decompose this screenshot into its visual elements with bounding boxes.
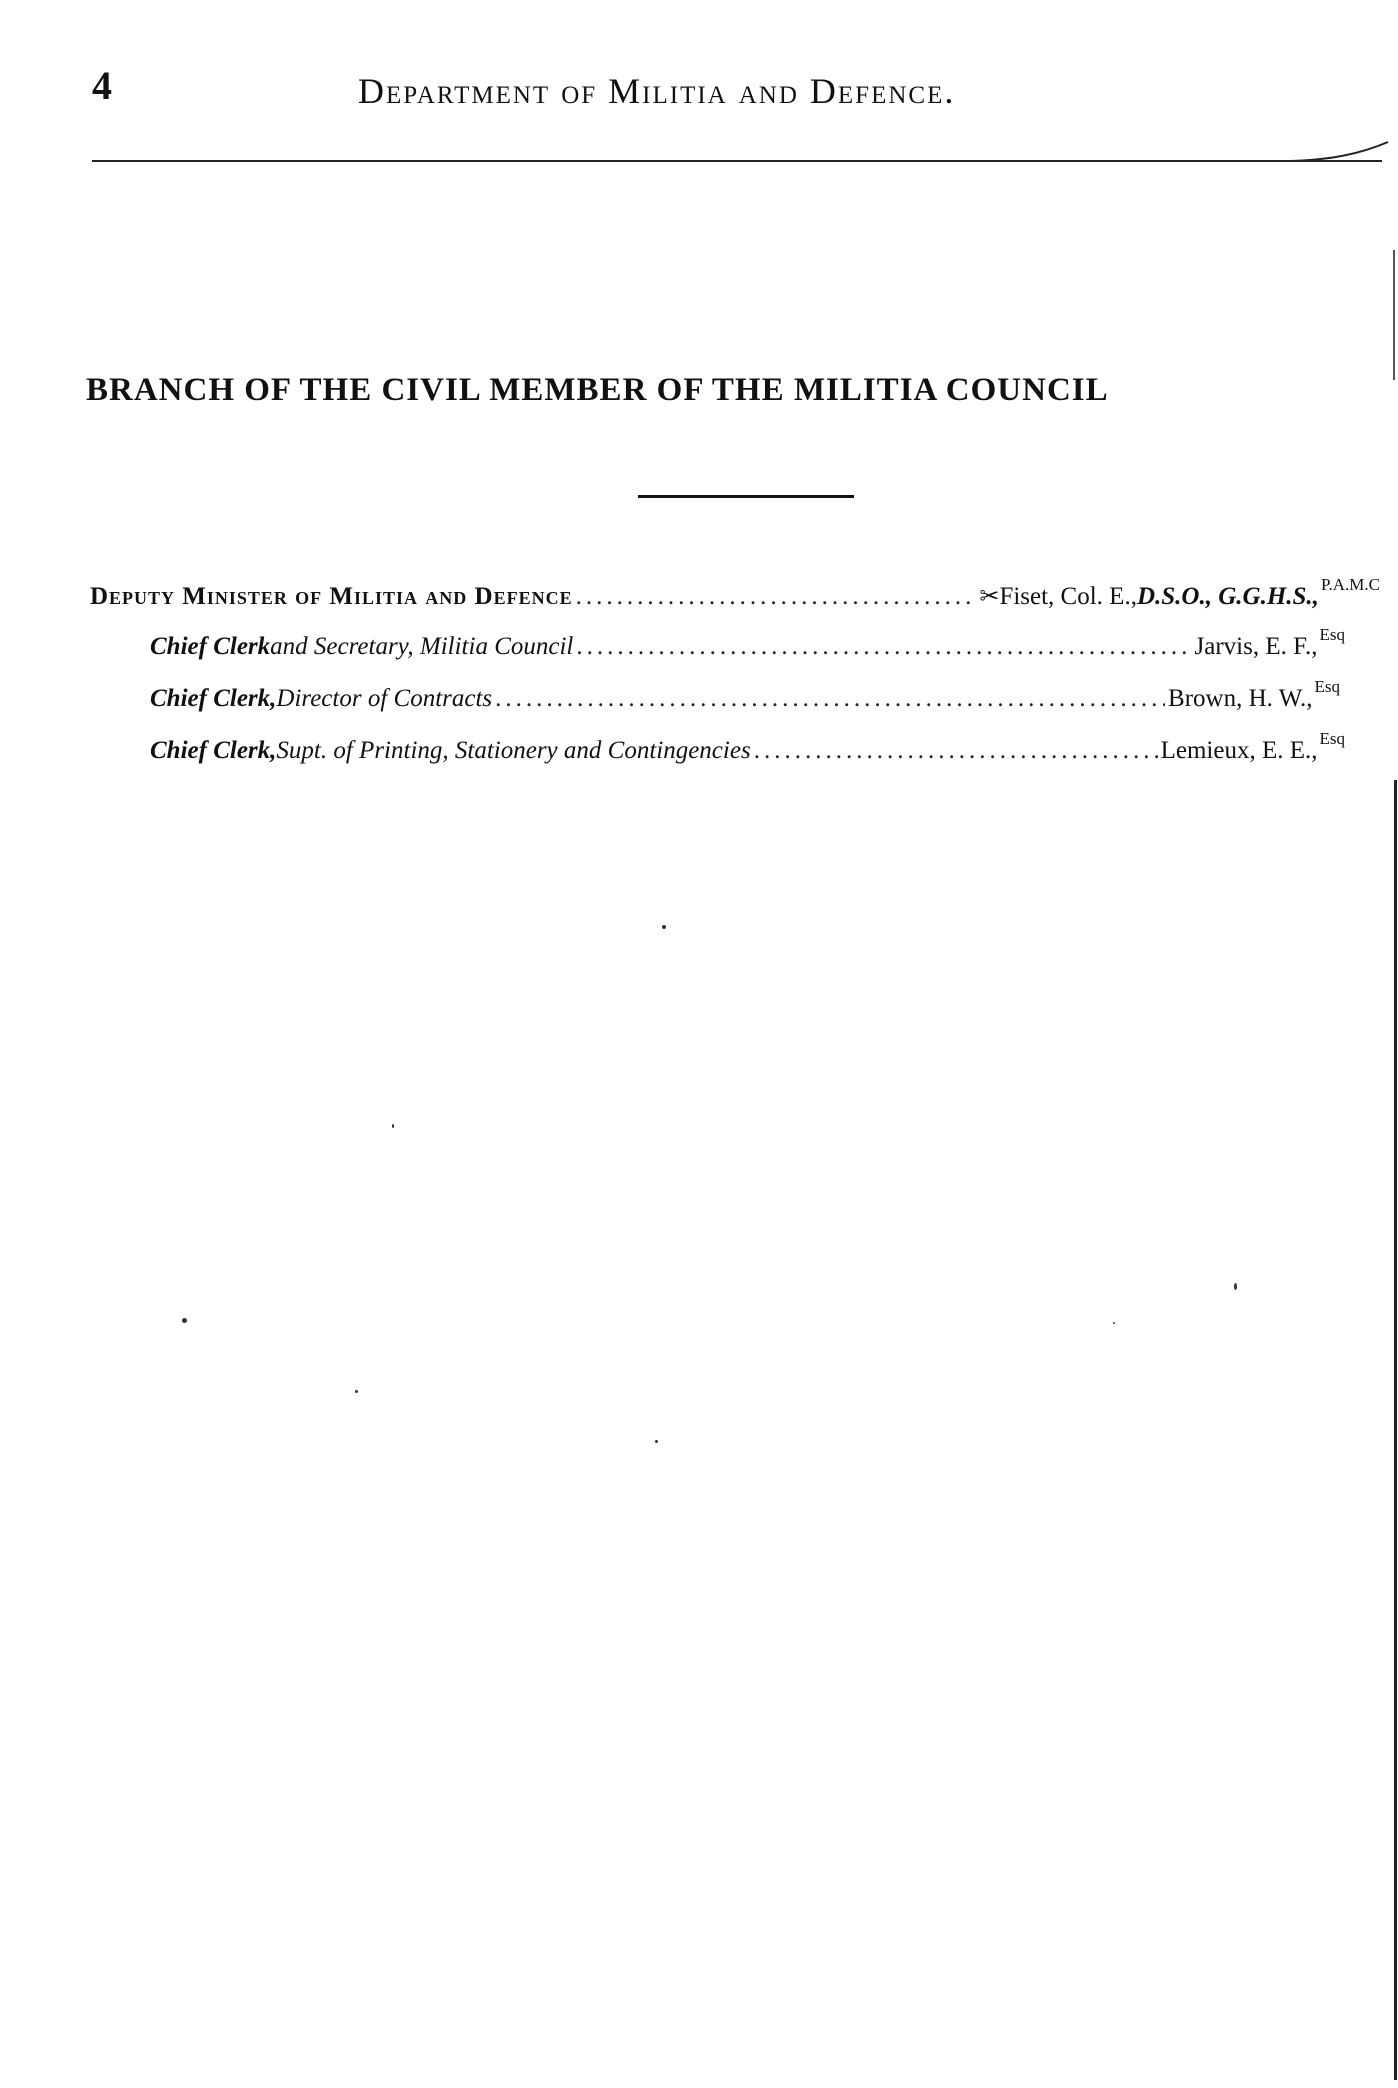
entry-title-bold: Chief Clerk <box>150 633 271 660</box>
entry-deputy-minister <box>90 575 1380 611</box>
entry-chief-clerk-printing <box>150 729 1345 765</box>
running-title: Department of Militia and Defence. <box>358 71 956 111</box>
section-title: BRANCH OF THE CIVIL MEMBER OF THE MILITIA COUNCIL <box>86 372 1109 408</box>
page-edge <box>1394 780 1397 2080</box>
dot-leader <box>576 633 1191 661</box>
scissors-icon: ✂ <box>979 582 1000 610</box>
entry-honours: D.S.O., G.G.H.S., <box>1136 583 1319 610</box>
entry-title-bold: Chief Clerk, <box>150 737 277 764</box>
entry-suffix: Esq <box>1314 677 1340 696</box>
entry-chief-clerk-secretary <box>150 625 1345 661</box>
entry-title-bold: Chief Clerk, <box>150 685 277 712</box>
dot-leader <box>576 583 977 611</box>
dot-leader <box>754 737 1158 765</box>
scan-speck <box>1234 1283 1237 1290</box>
entry-name: Jarvis, E. F., <box>1194 633 1318 660</box>
entry-name: Brown, H. W., <box>1168 685 1313 712</box>
entry-chief-clerk-contracts <box>150 677 1340 713</box>
entry-title-rest: Supt. of Printing, Stationery and Contingencies <box>276 737 751 764</box>
entry-title-rest: and Secretary, Militia Council <box>270 633 574 660</box>
entry-suffix: Esq <box>1319 625 1345 644</box>
entry-title-rest: Director of Contracts <box>276 685 493 712</box>
scan-speck <box>1113 1322 1115 1324</box>
entry-suffix: Esq <box>1319 729 1345 748</box>
entry-suffix: P.A.M.C <box>1320 575 1380 594</box>
scan-speck <box>392 1124 394 1128</box>
scan-speck <box>182 1318 187 1323</box>
entry-title: Deputy Minister of Militia and Defence <box>90 583 573 610</box>
page-number: 4 <box>92 63 112 108</box>
page-edge-top <box>1393 250 1395 380</box>
entry-name: Fiset, Col. E., <box>999 583 1137 610</box>
header-rule-curve <box>1290 140 1390 165</box>
section-divider <box>638 495 854 498</box>
scan-speck <box>662 925 666 929</box>
scan-speck <box>655 1440 658 1443</box>
header-rule <box>92 160 1382 162</box>
dot-leader <box>495 685 1165 713</box>
scan-speck <box>355 1390 358 1393</box>
entry-name: Lemieux, E. E., <box>1160 737 1318 764</box>
